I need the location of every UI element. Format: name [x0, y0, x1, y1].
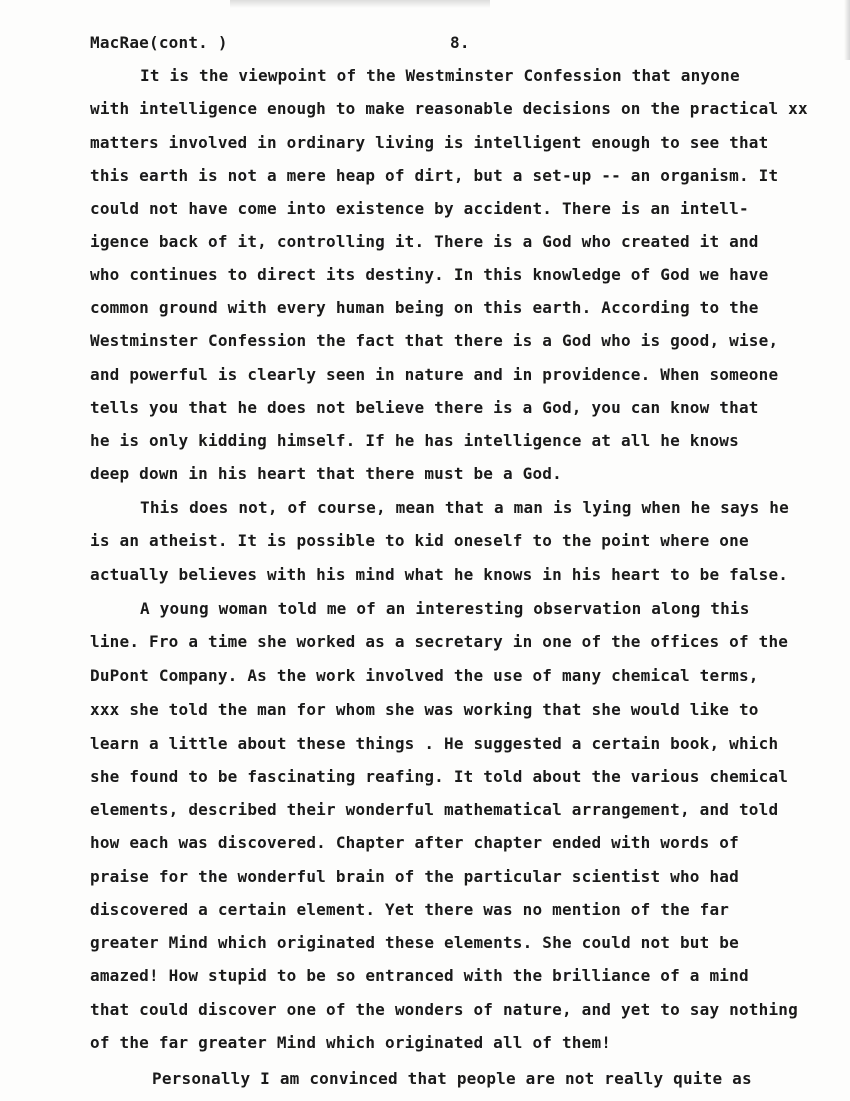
- body-line: This does not, of course, mean that a man is lying when he says he: [140, 498, 789, 517]
- body-line: that could discover one of the wonders of nature, and yet to say nothing: [90, 1000, 798, 1019]
- body-line: could not have come into existence by accident. There is an intell-: [90, 199, 749, 218]
- body-line: she found to be fascinating reafing. It told about the various chemical: [90, 767, 789, 786]
- body-line: he is only kidding himself. If he has intelligence at all he knows: [90, 431, 739, 450]
- body-line: learn a little about these things . He suggested a certain book, which: [90, 734, 779, 753]
- body-line: discovered a certain element. Yet there was no mention of the far: [90, 900, 730, 919]
- body-line: of the far greater Mind which originated all of them!: [90, 1033, 612, 1052]
- body-line: actually believes with his mind what he knows in his heart to be false.: [90, 565, 789, 584]
- body-line: DuPont Company. As the work involved the use of many chemical terms,: [90, 666, 759, 685]
- body-line: tells you that he does not believe there is a God, you can know that: [90, 398, 759, 417]
- page-number: 8.: [450, 33, 470, 52]
- body-line: and powerful is clearly seen in nature and in providence. When someone: [90, 365, 779, 384]
- body-line: greater Mind which originated these elements. She could not but be: [90, 933, 739, 952]
- scan-artifact-top: [230, 0, 490, 8]
- body-line: who continues to direct its destiny. In this knowledge of God we have: [90, 265, 769, 284]
- body-line: deep down in his heart that there must be a God.: [90, 464, 562, 483]
- body-line: amazed! How stupid to be so entranced with the brilliance of a mind: [90, 966, 749, 985]
- body-line: matters involved in ordinary living is intelligent enough to see that: [90, 133, 769, 152]
- body-line: common ground with every human being on this earth. According to the: [90, 298, 759, 317]
- scan-artifact-right: [844, 0, 850, 60]
- body-line: igence back of it, controlling it. There is a God who created it and: [90, 232, 759, 251]
- body-line: line. Fro a time she worked as a secretary in one of the offices of the: [90, 632, 789, 651]
- body-line: It is the viewpoint of the Westminster Confession that anyone: [140, 66, 740, 85]
- body-line: elements, described their wonderful mathematical arrangement, and told: [90, 800, 779, 819]
- body-line: with intelligence enough to make reasonable decisions on the practical xx: [90, 99, 808, 118]
- body-line: how each was discovered. Chapter after chapter ended with words of: [90, 833, 739, 852]
- body-line: A young woman told me of an interesting observation along this: [140, 599, 750, 618]
- body-line: Westminster Confession the fact that there is a God who is good, wise,: [90, 331, 779, 350]
- body-line: Personally I am convinced that people are not really quite as: [152, 1069, 752, 1088]
- body-line: this earth is not a mere heap of dirt, but a set-up -- an organism. It: [90, 166, 779, 185]
- body-line: is an atheist. It is possible to kid oneself to the point where one: [90, 531, 749, 550]
- header-author: MacRae(cont. ): [90, 33, 228, 52]
- body-line: praise for the wonderful brain of the particular scientist who had: [90, 867, 739, 886]
- body-line: xxx she told the man for whom she was working that she would like to: [90, 700, 759, 719]
